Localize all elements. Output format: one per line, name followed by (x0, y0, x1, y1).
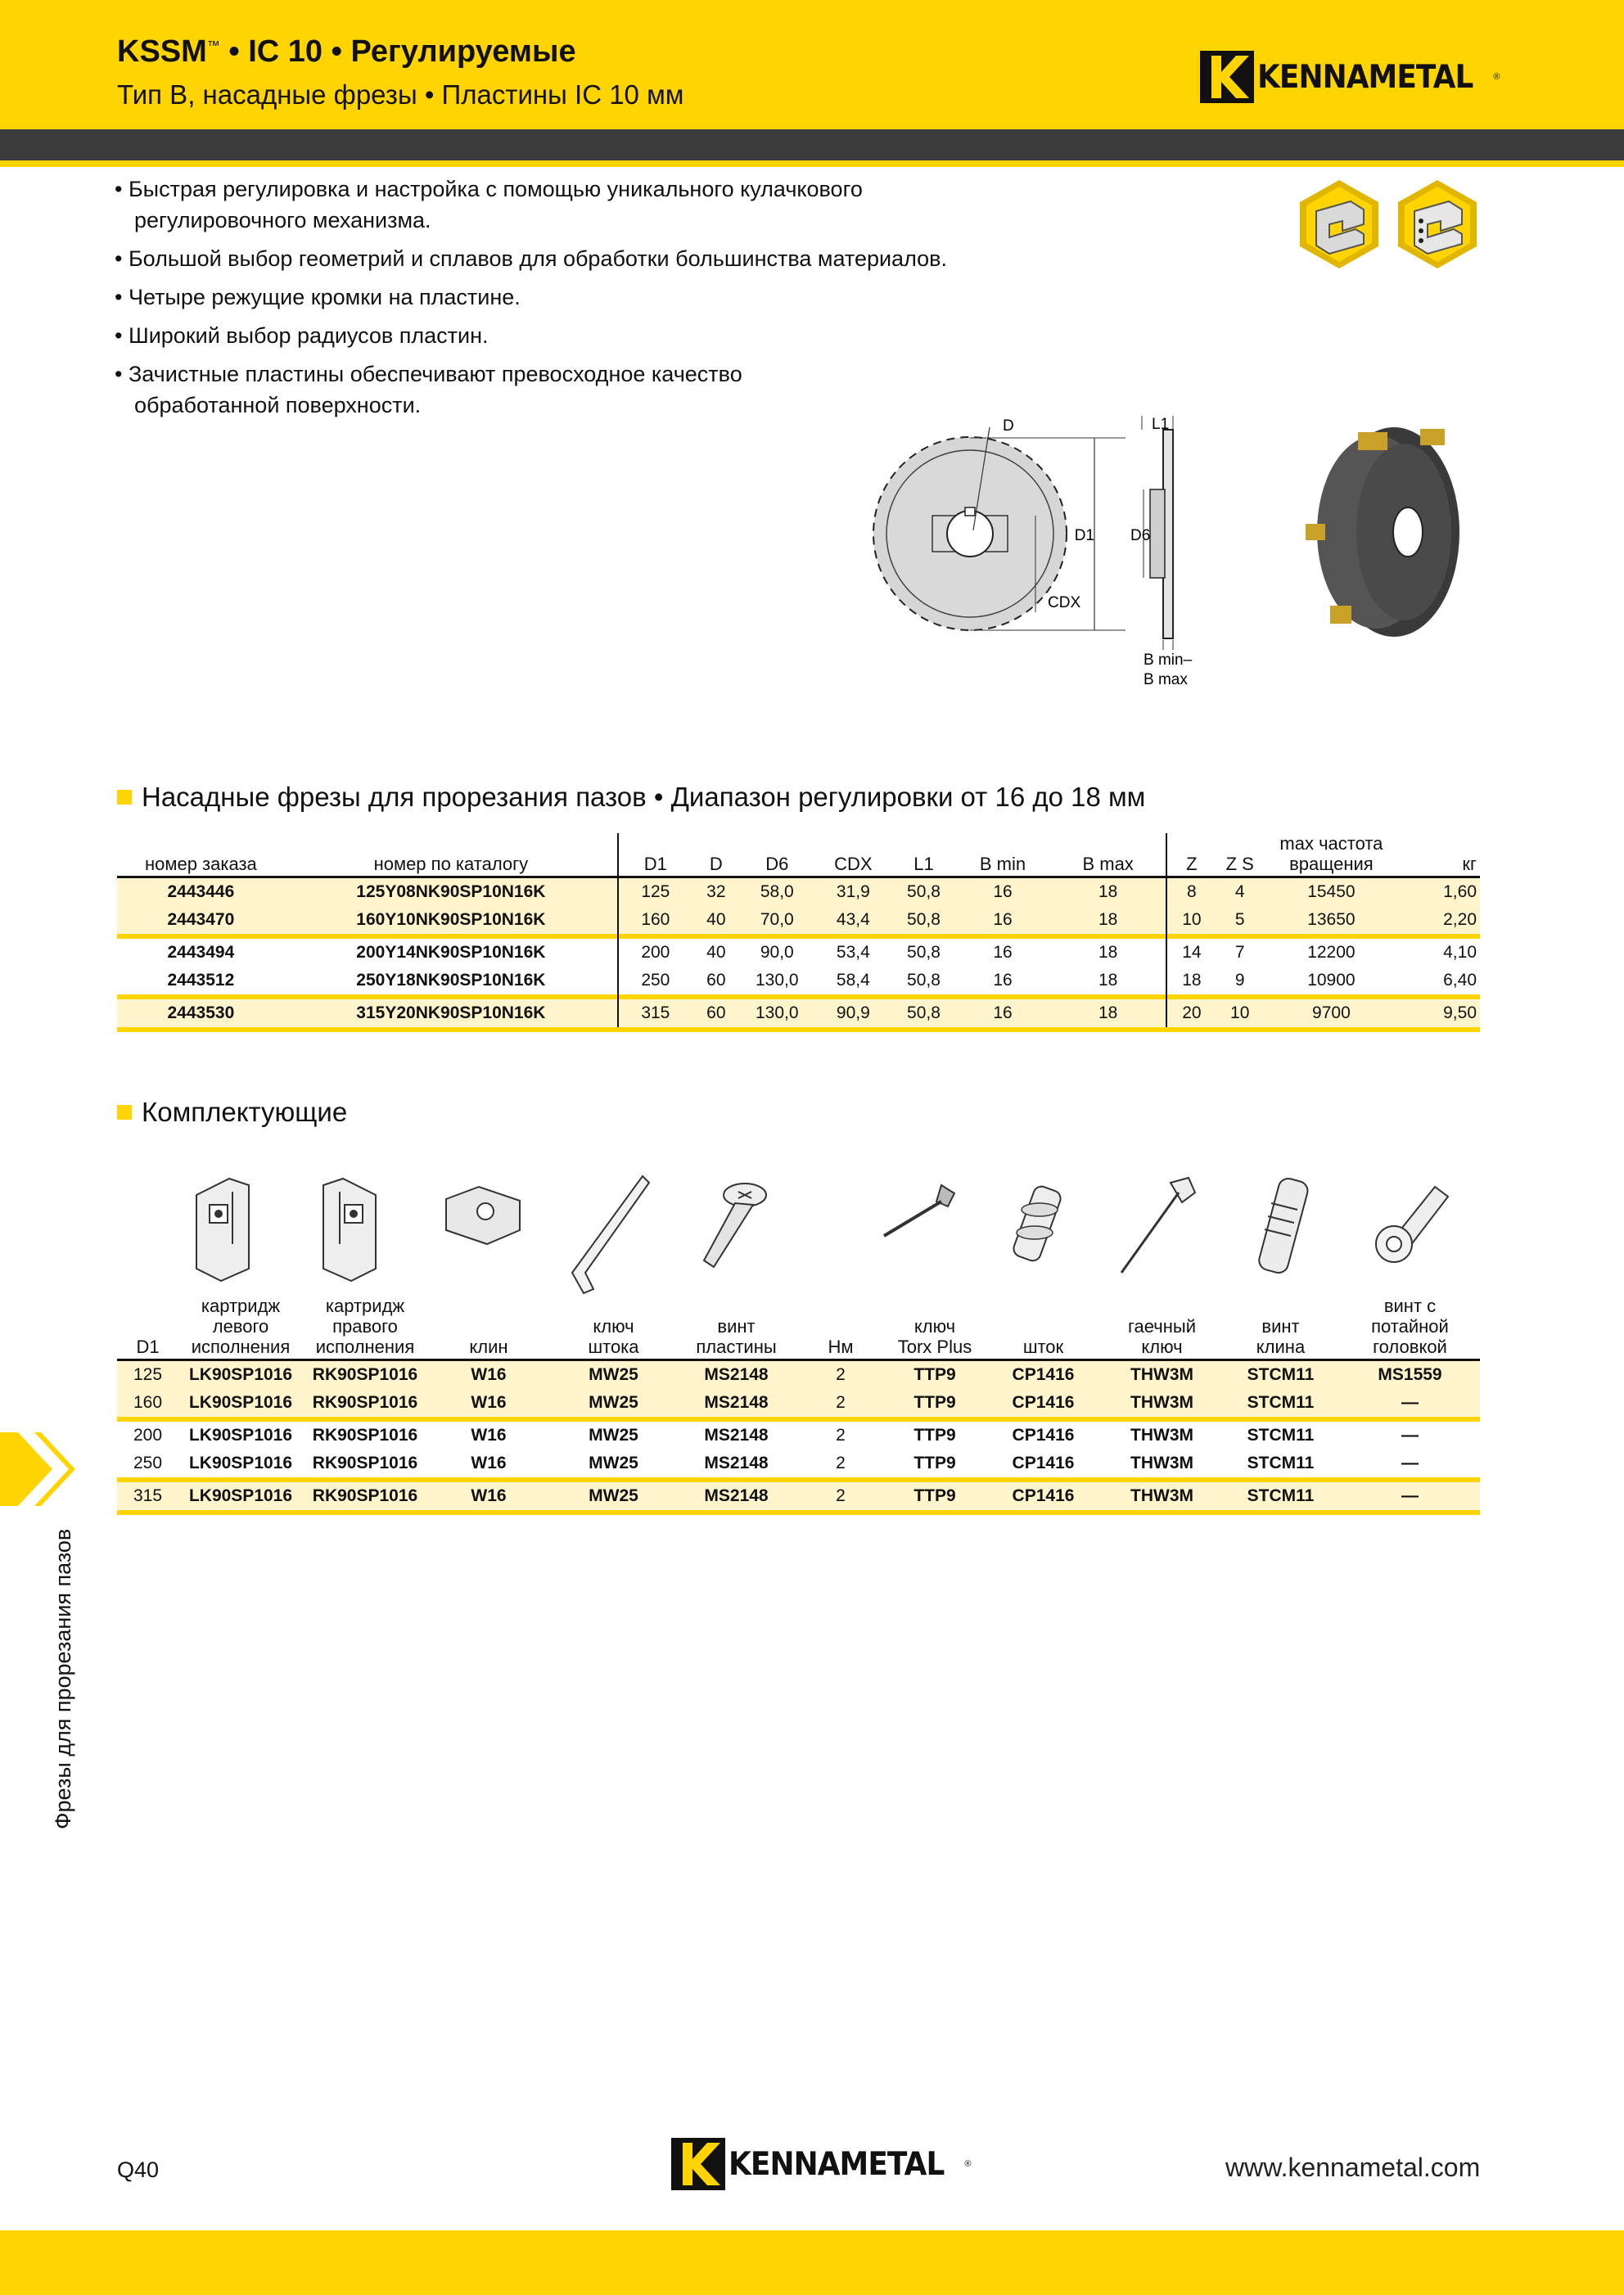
col-wrench: гаечный ключ (1103, 1296, 1221, 1360)
col-d: D (692, 833, 740, 877)
cartridge-left-icon (196, 1179, 249, 1281)
wrench-icon (1121, 1178, 1195, 1273)
feature-item: • Зачистные пластины обеспечивают превосходное качество обработанной поверхности. (115, 362, 742, 417)
col-torx-key: ключ Torx Plus (886, 1296, 984, 1360)
wedge-screw-icon (1257, 1176, 1310, 1274)
socket-screw-icon (1376, 1187, 1448, 1262)
page-title: KSSM™ • IC 10 • Регулируемые (117, 34, 576, 69)
col-d1: D1 (117, 1296, 178, 1360)
footer-band (0, 2230, 1624, 2295)
page-subtitle: Тип B, насадные фрезы • Пластины IC 10 мм (117, 79, 684, 110)
table-header-row (117, 1296, 1480, 1360)
slotting-application-icon (1293, 178, 1385, 270)
table-row: 2443470 160Y10NK90SP10N16K 160 40 70,0 43,4 50,8 16 18 10 5 13650 2,20 (117, 906, 1480, 934)
col-countersunk-screw: винт с потайной головкой (1340, 1296, 1480, 1360)
torx-key-icon (884, 1185, 954, 1236)
col-d6: D6 (740, 833, 814, 877)
col-d1: D1 (618, 833, 692, 877)
website-link[interactable]: www.kennametal.com (1225, 2153, 1481, 2182)
cutter-technical-drawing (864, 409, 1240, 696)
label-d6: D6 (1130, 527, 1151, 544)
label-d: D (1003, 417, 1014, 435)
col-left-cartridge: картридж левого исполнения (178, 1296, 303, 1360)
table-row: 315 LK90SP1016 RK90SP1016 W16 MW25 MS2148 2 TTP9 CP1416 THW3M STCM11 — (117, 1482, 1480, 1510)
row-separator (117, 1510, 1480, 1515)
col-order: номер заказа (117, 833, 285, 877)
label-b-max: B max (1144, 671, 1188, 688)
table-row: 2443446 125Y08NK90SP10N16K 125 32 58,0 31,9 50,8 16 18 8 4 15450 1,60 (117, 877, 1480, 907)
col-bmin: B min (955, 833, 1050, 877)
col-rod-key: ключ штока (550, 1296, 677, 1360)
col-bmax: B max (1050, 833, 1166, 877)
feature-item: • Широкий выбор радиусов пластин. (115, 323, 489, 348)
section-tab-chevron-icon (0, 1432, 75, 1506)
table-row: 2443530 315Y20NK90SP10N16K 315 60 130,0 90,9 50,8 16 18 20 10 9700 9,50 (117, 999, 1480, 1027)
label-l1: L1 (1152, 416, 1170, 433)
rod-icon (1012, 1184, 1063, 1263)
col-nm: Нм (796, 1296, 886, 1360)
col-insert-screw: винт пластины (677, 1296, 796, 1360)
page-number: Q40 (117, 2157, 160, 2182)
label-cdx: CDX (1048, 594, 1081, 611)
label-d1: D1 (1074, 527, 1094, 544)
col-wedge: клин (427, 1296, 550, 1360)
kennametal-k-icon (1200, 51, 1254, 103)
feature-item: • Большой выбор геометрий и сплавов для обработки большинства материалов. (115, 246, 947, 271)
kennametal-logo-footer: KENNAMETAL ® (671, 2138, 972, 2190)
feature-item: • Четыре режущие кромки на пластине. (115, 285, 521, 309)
label-b-min: B min– (1144, 652, 1193, 669)
slotting-detail-icon (1392, 178, 1483, 270)
side-section-label: Фрезы для прорезания пазов (51, 1528, 75, 1829)
col-zs: Z S (1216, 833, 1264, 877)
table-header-row (117, 833, 1480, 877)
kennametal-logo-header: KENNAMETAL ® (1200, 51, 1500, 103)
col-wedge-screw: винт клина (1221, 1296, 1340, 1360)
cutters-table (117, 833, 1480, 1032)
table-row: 200 LK90SP1016 RK90SP1016 W16 MW25 MS2148 2 TTP9 CP1416 THW3M STCM11 — (133, 1426, 1419, 1445)
col-catalog: номер по каталогу (285, 833, 618, 877)
kennametal-k-icon (671, 2138, 725, 2190)
col-cdx: CDX (814, 833, 892, 877)
section1-heading: Насадные фрезы для прорезания пазов • Диапазон регулировки от 16 до 18 мм (117, 782, 1145, 813)
table-row: 160 LK90SP1016 RK90SP1016 W16 MW25 MS2148 2 TTP9 CP1416 THW3M STCM11 — (117, 1389, 1480, 1417)
cartridge-right-icon (323, 1179, 376, 1281)
col-kg: кг (1399, 833, 1480, 877)
table-row: 250 LK90SP1016 RK90SP1016 W16 MW25 MS2148 2 TTP9 CP1416 THW3M STCM11 — (133, 1454, 1419, 1472)
table-row: 2443494 200Y14NK90SP10N16K 200 40 90,0 53,4 50,8 16 18 14 7 12200 4,10 (117, 939, 1480, 967)
col-rpm: max частота вращения (1264, 833, 1399, 877)
table-row: 2443512 250Y18NK90SP10N16K 250 60 130,0 58,4 50,8 16 18 18 9 10900 6,40 (117, 967, 1480, 994)
table-row: 125 LK90SP1016 RK90SP1016 W16 MW25 MS2148 2 TTP9 CP1416 THW3M STCM11 MS1559 (117, 1360, 1480, 1390)
feature-item: • Быстрая регулировка и настройка с помощью уникального кулачкового регулировочного механизма. (115, 177, 863, 232)
cutter-disc-drawing (873, 437, 1067, 630)
header-dark-stripe (0, 129, 1624, 160)
col-l1: L1 (892, 833, 955, 877)
col-right-cartridge: картридж правого исполнения (303, 1296, 427, 1360)
header-yellow-line (0, 160, 1624, 167)
insert-screw-icon (704, 1184, 766, 1267)
section-square-icon (117, 790, 132, 805)
feature-list (115, 174, 999, 428)
cutter-product-photo (1297, 417, 1465, 647)
section-square-icon (117, 1105, 132, 1120)
accessory-icons-row (115, 1166, 1473, 1301)
row-separator (117, 1027, 1480, 1032)
section2-heading: Комплектующие (117, 1097, 347, 1128)
wedge-icon (446, 1187, 520, 1244)
cutter-side-view (1150, 430, 1173, 638)
col-z: Z (1166, 833, 1216, 877)
col-rod: шток (984, 1296, 1103, 1360)
accessories-table (117, 1296, 1480, 1515)
hex-key-icon (572, 1176, 649, 1293)
